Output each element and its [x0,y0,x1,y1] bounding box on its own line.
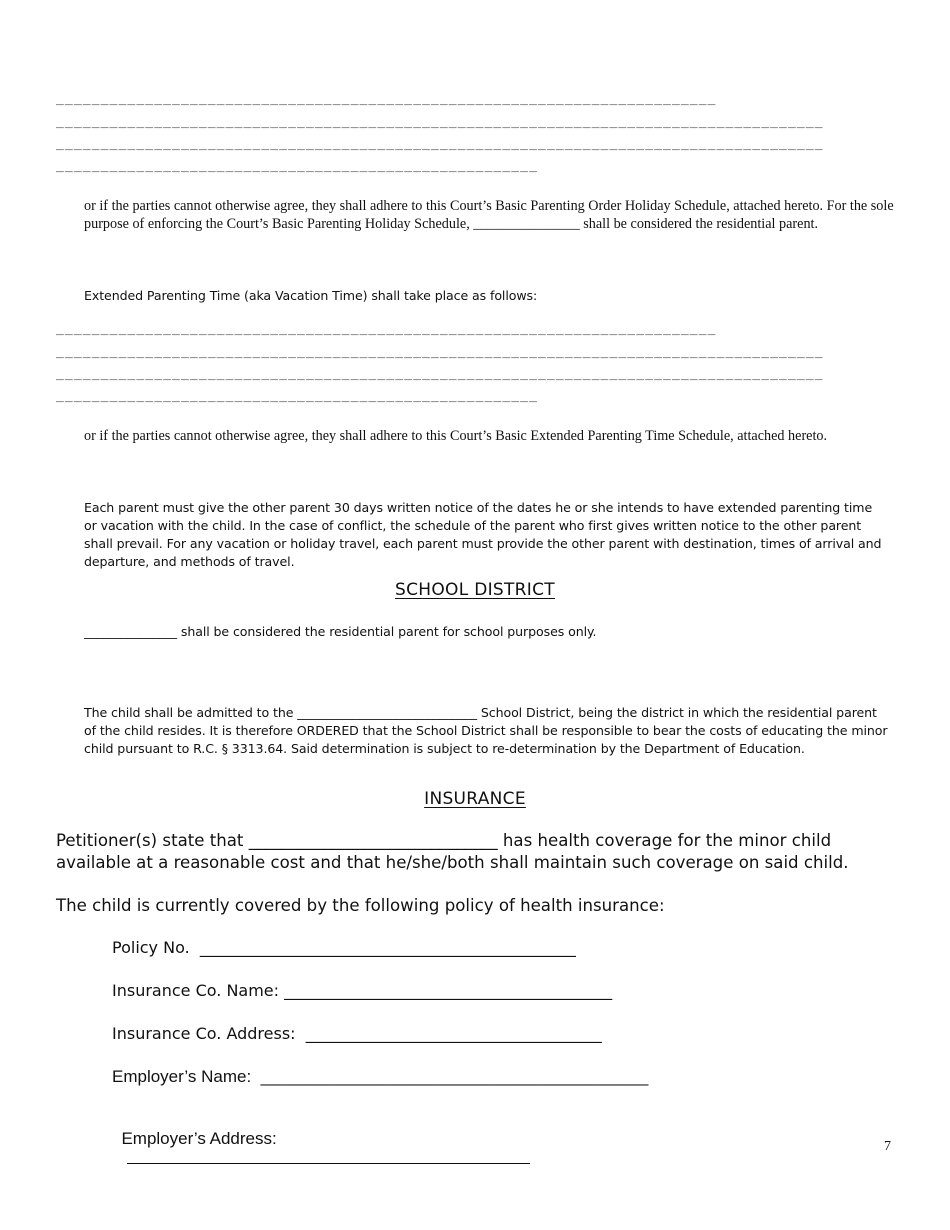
employer-address-field[interactable] [112,1109,530,1169]
employer-address-label: Employer’s Address: [121,1129,277,1148]
holiday-blank-line-3[interactable]: ______________________________________________________________________________________ [56,136,824,151]
insurance-company-name-field[interactable]: Insurance Co. Name: _________________________________________ [112,981,613,1000]
policy-number-field[interactable]: Policy No. _______________________________________________ [112,938,576,957]
insurance-company-address-field[interactable]: Insurance Co. Address: _____________________________________ [112,1024,602,1043]
school-admission-paragraph: The child shall be admitted to the _____________________________ School District, being the district in which the residential parent of the child resides. It is therefore ORDERED that the School District shall be responsible to bear the costs of educating the minor child pursuant to R.C. § 3313.64. Said determination is subject to re-determination by the Department of Education. [84,705,888,756]
written-notice-paragraph: Each parent must give the other parent 30 days written notice of the dates he or she intends to have extended parenting time or vacation with the child. In the case of conflict, the schedule of the parent who first gives written notice to the other parent shall prevail. For any vacation or holiday travel, each parent must provide the other parent with destination, times of arrival and departure, and methods of travel. [84,500,882,569]
extended-blank-line-4[interactable]: ______________________________________________________ [56,388,539,403]
school-district-heading: SCHOOL DISTRICT [395,580,555,600]
extended-blank-line-2[interactable]: ______________________________________________________________________________________ [56,344,824,359]
current-policy-line: The child is currently covered by the following policy of health insurance: [56,896,665,915]
holiday-schedule-paragraph: or if the parties cannot otherwise agree, they shall adhere to this Court’s Basic Parenting Order Holiday Schedule, attached hereto. For the sole purpose of enforcing the Court’s Basic Parenting Holiday Schedule, _______________ shall be considered the residential parent. [84,198,894,232]
extended-blank-line-3[interactable]: ______________________________________________________________________________________ [56,366,824,381]
extended-blank-line-1[interactable]: __________________________________________________________________________ [56,321,717,336]
extended-time-intro: Extended Parenting Time (aka Vacation Time) shall take place as follows: [84,288,538,303]
insurance-coverage-paragraph: Petitioner(s) state that ______________________________ has health coverage for the minor child available at a reasonable cost and that he/she/both shall maintain such coverage on said child. [56,831,849,872]
holiday-blank-line-4[interactable]: ______________________________________________________ [56,158,539,173]
employer-address-blank[interactable] [127,1149,530,1164]
page-number: 7 [884,1139,891,1154]
extended-schedule-paragraph: or if the parties cannot otherwise agree, they shall adhere to this Court’s Basic Extended Parenting Time Schedule, attached hereto. [84,428,828,444]
holiday-blank-line-1[interactable]: __________________________________________________________________________ [56,91,717,106]
school-residential-parent-line[interactable]: _______________ shall be considered the residential parent for school purposes only. [84,624,597,639]
employer-name-field[interactable]: Employer’s Name: _________________________________________ [112,1067,649,1086]
holiday-blank-line-2[interactable]: ______________________________________________________________________________________ [56,114,824,129]
insurance-heading: INSURANCE [424,789,526,809]
